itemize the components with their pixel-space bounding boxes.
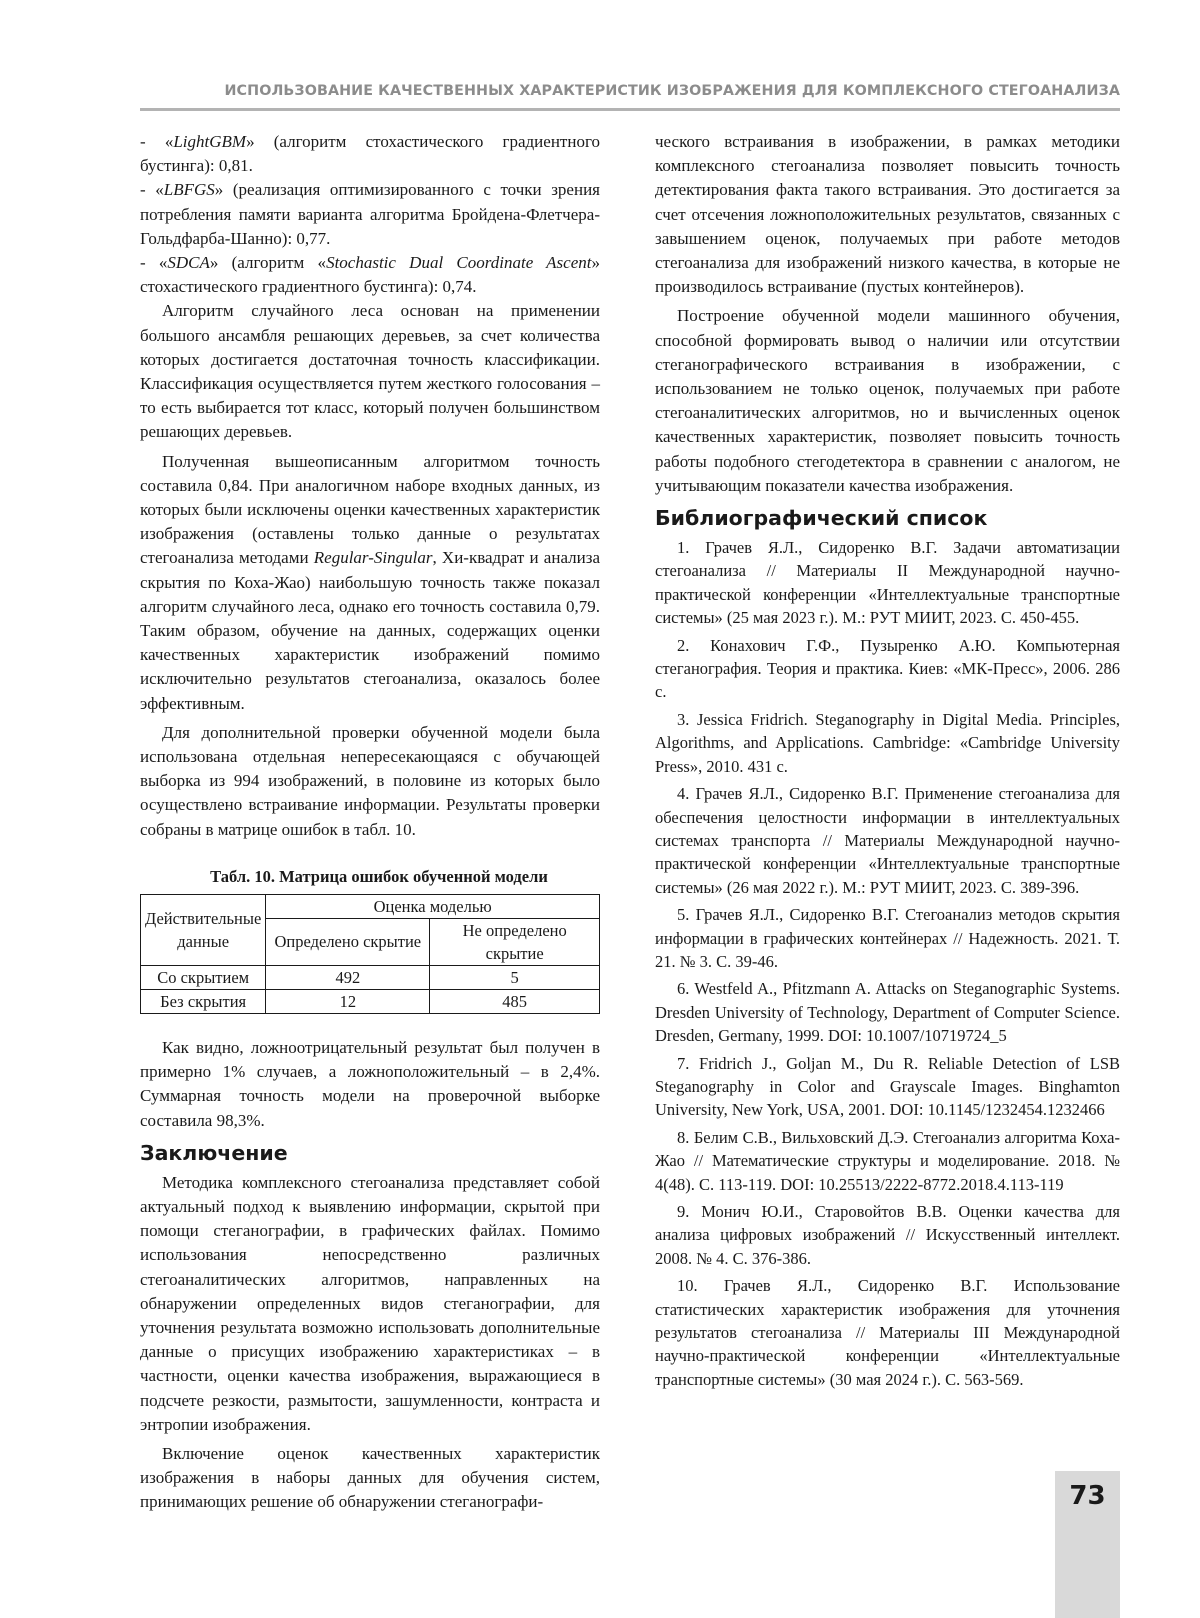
bibliography-heading: Библиографический список [655,506,988,531]
reference-item: 3. Jessica Fridrich. Steganography in Digital Media. Principles, Algorithms, and Applications. Cambridge: «Cambridge University Press», 2010. 431 с. [655,709,1120,776]
paragraph-inclusion: Включение оценок качественных характеристик изображения в наборы данных для обучения систем, принимающих решение об обнаружении стеганографи- [140,1443,600,1512]
paragraph-continued: ческого встраивания в изображении, в рамках методики комплексного стегоанализа позволяет повысить точность детектирования факта такого встраивания. Это достигается за счет отсечения ложноположительных результатов, связанных с завышением оценок, получаемых при работе методов стегоанализа для изображений низкого качества, в которые не производилось встраивание (пустых контейнеров). [655,132,1120,297]
table-row [141,965,600,989]
bullet-lightgbm: - «LightGBM» (алгоритм стохастического градиентного бустинга): 0,81. [140,132,600,176]
table-row-label: Без скрытия [141,989,266,1013]
table-cell: 12 [266,989,430,1013]
table-row-label: Со скрытием [141,965,266,989]
bullet-lbfgs: - «LBFGS» (реализация оптимизированного с точки зрения потребления памяти варианта алгоритма Бройдена-Флетчера-Гольдфарба-Шанно): 0,77. [140,180,600,248]
page-number: 73 [1069,1481,1106,1511]
table-cell: 5 [430,965,600,989]
paragraph-random-forest: Алгоритм случайного леса основан на применении большого ансамбля решающих деревьев, за счет количества которых достигается достаточная точность классификации. Классификация осуществляется путем жесткого голосования – то есть выбирается тот класс, который получен большинством решающих деревьев. [140,301,600,442]
paragraph-conclusion: Методика комплексного стегоанализа представляет собой актуальный подход к выявлению информации, скрытой при помощи стеганографии, в графических файлах. Помимо использования непосредственно различных стегоаналитических алгоритмов, направленных на обнаружении определенных видов стеганографии, для уточнения результата возможно использовать дополнительные данные о присущих изображению характеристиках – в частности, оценки качества изображения, выражающиеся в подсчете резкости, размытости, зашумленности, контраста и энтропии изображения. [140,1172,600,1434]
table-row-header: Действительные данные [141,894,266,965]
right-column [655,130,1120,1395]
table-caption: Табл. 10. Матрица ошибок обученной модели [210,866,548,886]
running-title: ИСПОЛЬЗОВАНИЕ КАЧЕСТВЕННЫХ ХАРАКТЕРИСТИК ИЗОБРАЖЕНИЯ ДЛЯ КОМПЛЕКСНОГО СТЕГОАНАЛИЗА [224,83,1120,99]
paragraph-accuracy: Полученная вышеописанным алгоритмом точность составила 0,84. При аналогичном наборе входных данных, из которых были исключены оценки качественных характеристик изображения (оставлены только данные о результатах стегоанализа методами Regular-Singular, Хи-квадрат и анализа скрытия по Коха-Жао) наибольшую точность также показал алгоритм случайного леса, однако его точность составила 0,79. Таким образом, обучение на данных, содержащих оценки качественных характеристик изображений помимо исключительно результатов стегоанализа, оказалось более эффективным. [140,451,600,713]
table-col-not-detected: Не определено скрытие [430,918,600,965]
paragraph-model: Построение обученной модели машинного обучения, способной формировать вывод о наличии или отсутствии стеганографического встраивания в изображении, с использованием не только оценок, получаемых при работе стегоаналитических алгоритмов, но и вычисленных оценок качественных характеристик, позволяет повысить точность работы подобного стегодетектора в сравнении с аналогом, не учитывающим показатели качества изображения. [655,306,1120,495]
table-group-header: Оценка моделью [266,894,600,918]
reference-item: 9. Монич Ю.И., Старовойтов В.В. Оценки качества для анализа цифровых изображений // Искусственный интеллект. 2008. № 4. С. 376-386. [655,1202,1120,1268]
reference-item: 2. Конахович Г.Ф., Пузыренко А.Ю. Компьютерная стеганография. Теория и практика. Киев: «МК-Пресс», 2006. 286 с. [655,635,1120,702]
confusion-matrix-table [140,894,600,1014]
running-header [140,80,1120,111]
conclusion-heading: Заключение [140,1140,288,1165]
table-col-detected: Определено скрытие [266,918,430,965]
reference-item: 4. Грачев Я.Л., Сидоренко В.Г. Применение стегоанализа для обеспечения целостности информации в интеллектуальных системах транспорта // Материалы Международной научно-практической конференции «Интеллектуальные транспортные системы» (26 мая 2022 г.). М.: РУТ МИИТ, 2023. С. 389-396. [655,784,1120,897]
left-column [140,130,600,1515]
bullet-sdca: - «SDCA» (алгоритм «Stochastic Dual Coordinate Ascent» стохастического градиентного бустинга): 0,74. [140,253,600,297]
reference-item: 6. Westfeld A., Pfitzmann A. Attacks on Steganographic Systems. Dresden University of Technology, Department of Computer Science. Dresden, Germany, 1999. DOI: 10.1007/10719724_5 [655,979,1120,1046]
paragraph-results: Как видно, ложноотрицательный результат был получен в примерно 1% случаев, а ложноположительный – в 2,4%. Суммарная точность модели на проверочной выборке составила 98,3%. [140,1037,600,1130]
reference-item: 8. Белим С.В., Вильховский Д.Э. Стегоанализ алгоритма Коха-Жао // Математические структуры и моделирование. 2018. № 4(48). С. 113-119. DOI: 10.25513/2222-8772.2018.4.113-119 [655,1127,1120,1194]
table-cell: 485 [430,989,600,1013]
table-row [141,989,600,1013]
reference-item: 7. Fridrich J., Goljan M., Du R. Reliable Detection of LSB Steganography in Color and Grayscale Images. Binghamton University, New York, USA, 2001. DOI: 10.1145/1232454.1232466 [655,1053,1120,1120]
reference-item: 5. Грачев Я.Л., Сидоренко В.Г. Стегоанализ методов скрытия информации в графических контейнерах // Надежность. 2021. Т. 21. № 3. С. 39-46. [655,905,1120,971]
page-number-tab [1055,1471,1120,1618]
paragraph-validation: Для дополнительной проверки обученной модели была использована отдельная непересекающаяся с обучающей выборка из 994 изображений, в половине из которых было осуществлено встраивание информации. Результаты проверки собраны в матрице ошибок в табл. 10. [140,722,600,839]
bibliography-list [655,536,1120,1391]
reference-item: 10. Грачев Я.Л., Сидоренко В.Г. Использование статистических характеристик изображения для уточнения результатов стегоанализа // Материалы III Международной научно-практической конференции «Интеллектуальные транспортные системы» (30 мая 2024 г.). С. 563-569. [655,1276,1120,1389]
table-cell: 492 [266,965,430,989]
reference-item: 1. Грачев Я.Л., Сидоренко В.Г. Задачи автоматизации стегоанализа // Материалы II Международной научно-практической конференции «Интеллектуальные транспортные системы» (25 мая 2023 г.). М.: РУТ МИИТ, 2023. С. 450-455. [655,538,1120,628]
